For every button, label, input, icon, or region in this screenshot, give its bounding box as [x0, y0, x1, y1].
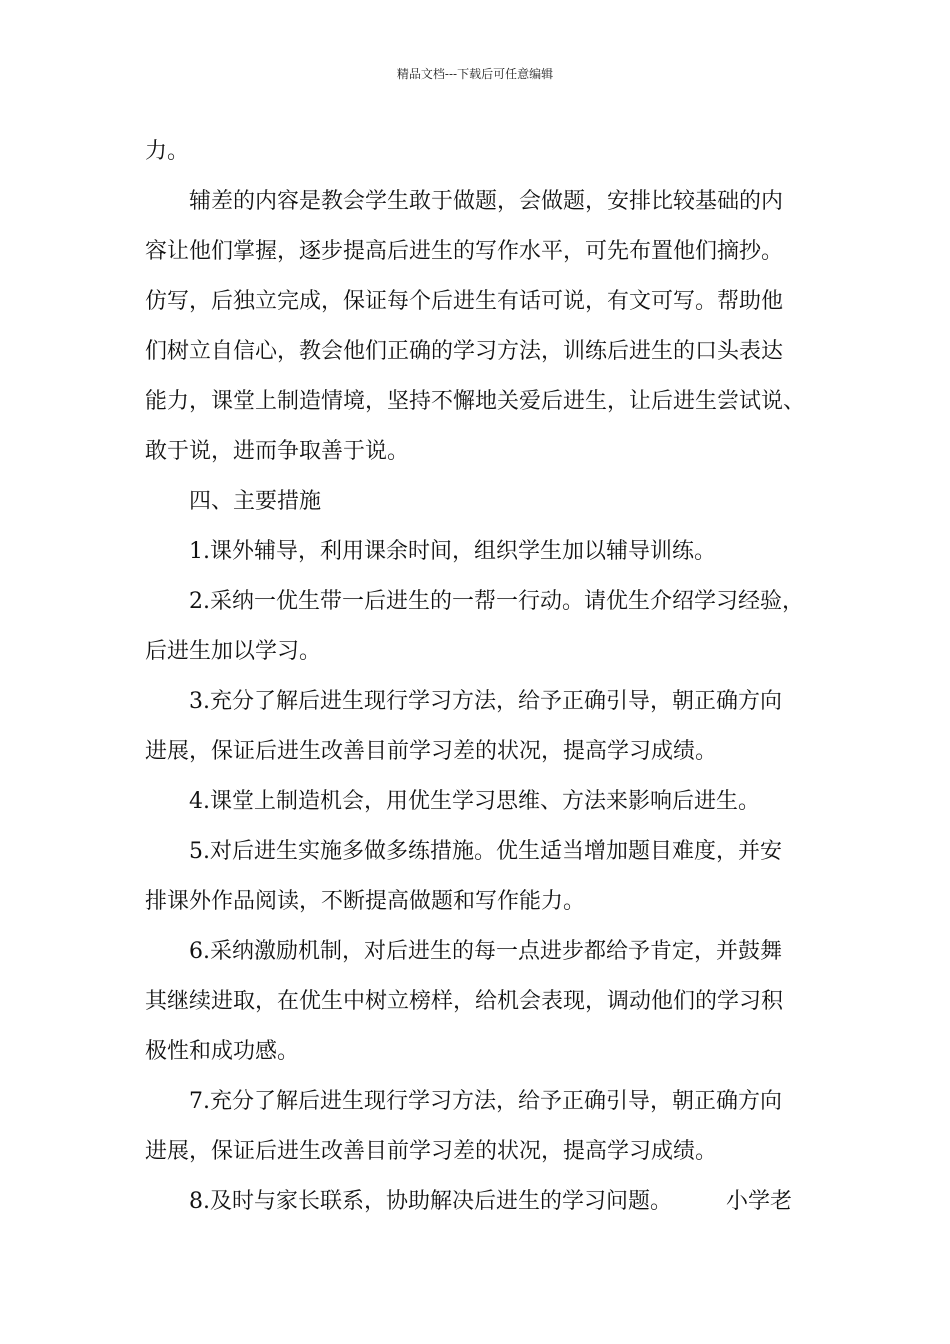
- text-line-21: 进展，保证后进生改善目前学习差的状况，提高学习成绩。: [145, 1139, 718, 1164]
- section-heading: 四、主要措施: [189, 489, 322, 514]
- text-line-10: 2.采纳一优生带一后进生的一帮一行动。请优生介绍学习经验，: [189, 589, 804, 614]
- text-line-1: 力。: [145, 139, 190, 164]
- text-line-12: 3.充分了解后进生现行学习方法，给予正确引导，朝正确方向: [189, 689, 782, 714]
- text-line-9: 1.课外辅导，利用课余时间，组织学生加以辅导训练。: [189, 539, 716, 564]
- text-line-22: [145, 1177, 810, 1227]
- text-line-20: 7.充分了解后进生现行学习方法，给予正确引导，朝正确方向: [189, 1089, 782, 1114]
- document-body: [145, 127, 810, 1227]
- text-line-19: 极性和成功感。: [145, 1039, 300, 1064]
- text-line-4: 仿写，后独立完成，保证每个后进生有话可说，有文可写。帮助他: [145, 289, 784, 314]
- text-line-6: 能力，课堂上制造情境，坚持不懈地关爱后进生，让后进生尝试说、: [145, 389, 806, 414]
- text-line-18: 其继续进取，在优生中树立榜样，给机会表现，调动他们的学习积: [145, 989, 784, 1014]
- text-line-14: 4.课堂上制造机会，用优生学习思维、方法来影响后进生。: [189, 789, 760, 814]
- page-header: 精品文档---下载后可任意编辑: [396, 67, 554, 81]
- text-line-17: 6.采纳激励机制，对后进生的每一点进步都给予肯定，并鼓舞: [189, 939, 782, 964]
- text-line-5: 们树立自信心，教会他们正确的学习方法，训练后进生的口头表达: [145, 339, 784, 364]
- text-line-15: 5.对后进生实施多做多练措施。优生适当增加题目难度，并安: [189, 839, 782, 864]
- text-line-11: 后进生加以学习。: [145, 639, 322, 664]
- text-line-22-main: 8.及时与家长联系，协助解决后进生的学习问题。: [189, 1189, 672, 1214]
- text-line-7: 敢于说，进而争取善于说。: [145, 439, 410, 464]
- text-line-13: 进展，保证后进生改善目前学习差的状况，提高学习成绩。: [145, 739, 718, 764]
- text-line-16: 排课外作品阅读，不断提高做题和写作能力。: [145, 889, 586, 914]
- text-line-3: 容让他们掌握，逐步提高后进生的写作水平，可先布置他们摘抄。: [145, 239, 784, 264]
- text-line-2: 辅差的内容是教会学生敢于做题，会做题，安排比较基础的内: [189, 189, 784, 214]
- text-line-22-tail: 小学老: [726, 1189, 793, 1214]
